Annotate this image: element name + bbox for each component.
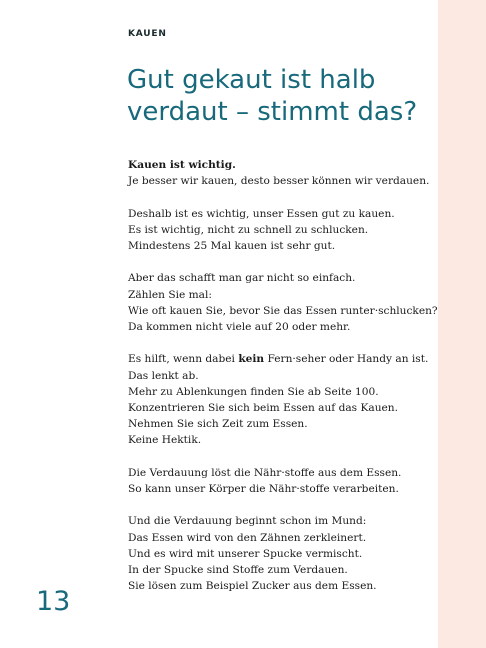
page-title-line: Gut gekaut ist halb (127, 65, 376, 95)
side-color-strip (438, 0, 486, 648)
text-line: In der Spucke sind Stoffe zum Verdauen. (128, 564, 348, 576)
text-line (128, 351, 438, 367)
paragraph (128, 270, 438, 335)
text-line: Das Essen wird von den Zähnen zerkleinert. (128, 531, 367, 544)
text-line: Mindestens 25 Mal kauen ist sehr gut. (128, 240, 336, 252)
text-line: Nehmen Sie sich Zeit zum Essen. (128, 418, 308, 431)
text-line: Wie oft kauen Sie, bevor Sie das Essen runter·schlucken? (128, 304, 438, 317)
text-line: Aber das schafft man gar nicht so einfach. (128, 272, 356, 285)
text-fragment: Fern·seher oder Handy an ist. (264, 353, 429, 366)
section-label: KAUEN (128, 29, 167, 39)
text-line: Da kommen nicht viele auf 20 oder mehr. (128, 321, 351, 333)
emphasis-word: kein (238, 353, 265, 366)
paragraph (128, 351, 438, 448)
text-line: Sie lösen zum Beispiel Zucker aus dem Essen. (128, 580, 377, 593)
text-line: Es ist wichtig, nicht zu schnell zu schlucken. (128, 223, 369, 236)
body-text (128, 157, 438, 611)
text-line: Mehr zu Ablenkungen finden Sie ab Seite 100. (128, 385, 379, 398)
text-line: Und die Verdauung beginnt schon im Mund: (128, 515, 367, 528)
text-line: Zählen Sie mal: (128, 288, 212, 301)
paragraph (128, 513, 438, 594)
paragraph (128, 465, 438, 497)
page-number: 13 (36, 586, 71, 617)
text-line: Je besser wir kauen, desto besser können wir verdauen. (128, 175, 430, 188)
paragraph (128, 206, 438, 255)
paragraph-heading: Kauen ist wichtig. (128, 159, 236, 171)
text-line: So kann unser Körper die Nähr·stoffe verarbeiten. (128, 483, 399, 495)
text-line: Deshalb ist es wichtig, unser Essen gut zu kauen. (128, 207, 395, 220)
page-title-line: verdaut – stimmt das? (127, 97, 418, 127)
page-title (127, 64, 432, 128)
text-line: Konzentrieren Sie sich beim Essen auf das Kauen. (128, 402, 398, 414)
paragraph (128, 157, 438, 189)
text-line: Die Verdauung löst die Nähr·stoffe aus dem Essen. (128, 466, 402, 479)
text-line: Und es wird mit unserer Spucke vermischt. (128, 547, 363, 560)
text-line: Das lenkt ab. (128, 369, 199, 382)
text-line: Keine Hektik. (128, 434, 202, 447)
text-fragment: Es hilft, wenn dabei (128, 353, 239, 366)
